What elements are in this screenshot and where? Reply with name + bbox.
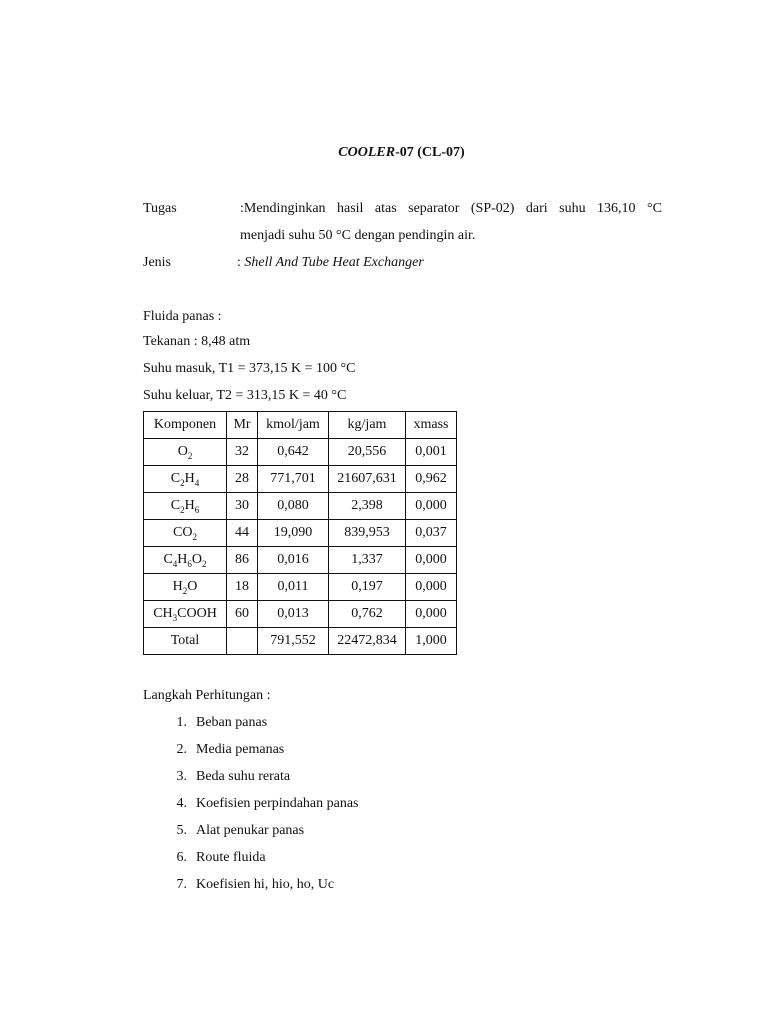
cell-komponen [144,520,227,547]
langkah-heading: Langkah Perhitungan : [143,688,271,703]
tugas-word: °C [646,201,662,216]
title-italic: COOLER [338,145,396,160]
formula-subscript: 2 [180,477,185,488]
table-row [144,520,457,547]
cell-kmol: 0,011 [258,574,329,601]
list-item-number: 1. [176,715,187,730]
tugas-word: hasil [337,201,364,216]
list-item-number: 4. [176,796,187,811]
formula-subscript: 2 [182,585,188,596]
cell-mr: 30 [227,493,258,520]
tugas-line1 [240,201,662,217]
title-rest: -07 (CL-07) [395,145,465,160]
jenis-type: Shell And Tube Heat Exchanger [244,255,424,270]
list-item-text: Beban panas [196,715,268,730]
list-item-number: 6. [176,850,187,865]
formula-subscript: 4 [194,477,200,488]
cell-komponen: Total [144,628,227,655]
header-xmass: xmass [406,412,457,439]
cell-kmol: 771,701 [258,466,329,493]
cell-xmass: 0,000 [406,601,457,628]
tugas-word: dari [525,201,548,216]
suhu-keluar-text: Suhu keluar, T2 = 313,15 K = 40 °C [143,388,347,403]
cell-kg: 2,398 [329,493,406,520]
list-item-text: Koefisien hi, hio, ho, Uc [196,877,335,892]
list-item-number: 7. [176,877,187,892]
formula-element: H [172,578,183,594]
header-komponen: Komponen [144,412,227,439]
tugas-word: (SP-02) [470,201,515,216]
tugas-label: Tugas [143,201,177,216]
cell-kmol: 791,552 [258,628,329,655]
list-item-text: Alat penukar panas [196,823,305,838]
list-item-text: Route fluida [196,850,266,865]
formula-subscript: 3 [172,612,178,623]
formula-element: C [163,551,173,567]
cell-mr: 60 [227,601,258,628]
cell-komponen [144,493,227,520]
cell-kmol: 0,013 [258,601,329,628]
cell-xmass: 0,000 [406,547,457,574]
cell-xmass: 0,037 [406,520,457,547]
cell-kg: 0,197 [329,574,406,601]
table-header-row [144,412,457,439]
header-kg: kg/jam [329,412,406,439]
table-row [144,628,457,655]
formula-subscript: 6 [194,504,200,515]
cell-mr: 86 [227,547,258,574]
formula-subscript: 2 [180,504,185,515]
formula-element: CH [153,605,173,621]
list-item [143,768,359,795]
cell-kg: 1,337 [329,547,406,574]
page-title [0,145,768,161]
cell-xmass: 0,001 [406,439,457,466]
list-item-text: Beda suhu rerata [196,769,291,784]
tugas-word: :Mendinginkan [240,201,326,216]
cell-kmol: 0,642 [258,439,329,466]
cell-mr: 44 [227,520,258,547]
header-mr: Mr [227,412,258,439]
cell-xmass: 0,000 [406,574,457,601]
formula-element: C [170,470,181,486]
cell-xmass: 1,000 [406,628,457,655]
formula-subscript: 2 [187,450,193,461]
formula-element: O [191,551,203,567]
cell-mr: 18 [227,574,258,601]
cell-xmass: 0,962 [406,466,457,493]
cell-kmol: 0,080 [258,493,329,520]
list-item-number: 2. [176,742,187,757]
fluida-heading: Fluida panas : [143,309,222,324]
formula-subscript: 2 [202,558,207,569]
cell-komponen [144,574,227,601]
formula-element: O [177,443,188,459]
cell-kg: 20,556 [329,439,406,466]
komponen-table [143,411,457,655]
table-row [144,547,457,574]
list-item-number: 5. [176,823,187,838]
formula-element: H [177,551,188,567]
formula-element: CO [173,524,193,540]
list-item [143,876,359,903]
tugas-word: suhu [559,201,586,216]
cell-kmol: 19,090 [258,520,329,547]
langkah-list [143,714,359,903]
header-kmol: kmol/jam [258,412,329,439]
suhu-masuk-text: Suhu masuk, T1 = 373,15 K = 100 °C [143,361,356,376]
tugas-word: atas [374,201,397,216]
jenis-value [237,255,659,271]
formula-element: H [184,470,195,486]
list-item-text: Koefisien perpindahan panas [196,796,359,811]
tugas-line2: menjadi suhu 50 °C dengan pendingin air. [240,228,476,243]
cell-xmass: 0,000 [406,493,457,520]
formula-subscript: 4 [172,558,178,569]
table-row [144,439,457,466]
cell-kg: 21607,631 [329,466,406,493]
formula-element: H [184,497,195,513]
cell-kg: 839,953 [329,520,406,547]
jenis-prefix: : [237,255,245,270]
table-row [144,493,457,520]
tugas-word: 136,10 [597,201,636,216]
formula-element: C [170,497,181,513]
formula-element: COOH [177,605,217,621]
cell-komponen [144,547,227,574]
cell-kmol: 0,016 [258,547,329,574]
tekanan-text: Tekanan : 8,48 atm [143,334,251,349]
list-item [143,795,359,822]
tugas-word: separator [408,201,460,216]
list-item [143,849,359,876]
cell-komponen [144,601,227,628]
table-row [144,574,457,601]
cell-kg: 0,762 [329,601,406,628]
formula-subscript: 6 [187,558,192,569]
table-row [144,601,457,628]
list-item [143,822,359,849]
cell-mr: 32 [227,439,258,466]
cell-mr [227,628,258,655]
list-item-number: 3. [176,769,187,784]
list-item [143,714,359,741]
list-item-text: Media pemanas [196,742,285,757]
cell-kg: 22472,834 [329,628,406,655]
cell-komponen [144,439,227,466]
formula-subscript: 2 [192,531,197,542]
cell-komponen [144,466,227,493]
cell-mr: 28 [227,466,258,493]
formula-element: O [187,578,198,594]
list-item [143,741,359,768]
table-row [144,466,457,493]
jenis-label: Jenis [143,255,171,270]
